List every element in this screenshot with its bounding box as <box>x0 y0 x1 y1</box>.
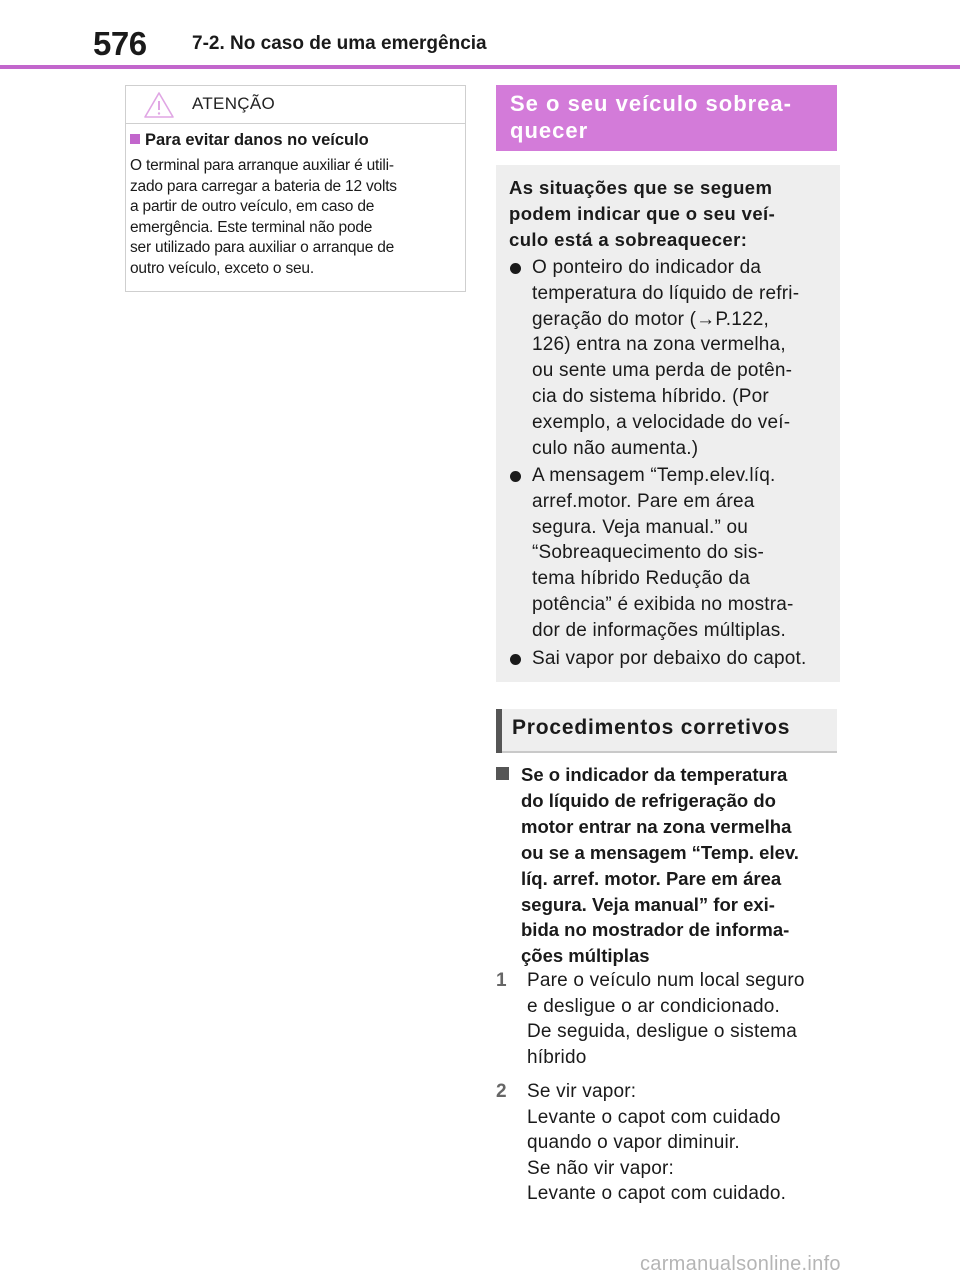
overheat-intro <box>509 175 829 253</box>
step-number: 1 <box>496 970 507 991</box>
header-divider <box>0 65 960 69</box>
banner-line: Se o seu veículo sobrea- <box>510 91 792 116</box>
banner-line: quecer <box>510 118 589 143</box>
bullet-line: 126) entra na zona vermelha, <box>532 334 786 356</box>
bullet-line: tema híbrido Redução da <box>532 568 750 590</box>
step-line: De seguida, desligue o sistema <box>527 1021 798 1042</box>
page-header <box>0 0 960 70</box>
caution-body-line: a partir de outro veículo, em caso de <box>130 198 375 215</box>
intro-line: podem indicar que o seu veí- <box>509 203 776 224</box>
subheading-line: ções múltiplas <box>521 945 650 967</box>
bullet-line: temperatura do líquido de refri- <box>532 282 800 304</box>
step-text <box>527 968 837 1070</box>
subheading-line: segura. Veja manual” for exi- <box>521 893 775 915</box>
procedures-title: Procedimentos corretivos <box>512 716 791 739</box>
step-line: Se vir vapor: <box>527 1081 637 1102</box>
subheading-line: bida no mostrador de informa- <box>521 919 790 941</box>
section-title: 7-2. No caso de uma emergência <box>192 33 487 54</box>
caution-body <box>130 156 462 279</box>
step-line: Se não vir vapor: <box>527 1157 675 1179</box>
caution-title: ATENÇÃO <box>192 94 276 113</box>
watermark: carmanualsonline.info <box>640 1253 841 1275</box>
bullet-line: arref.motor. Pare em área <box>532 490 755 512</box>
step-line: Levante o capot com cuidado <box>527 1106 781 1128</box>
step-line: quando o vapor diminuir. <box>527 1132 740 1153</box>
bullet-dot-icon <box>510 654 521 665</box>
bullet-line: exemplo, a velocidade do veí- <box>532 411 791 433</box>
caution-body-line: ser utilizado para auxiliar o arranque de <box>130 239 395 256</box>
step-line: e desligue o ar condicionado. <box>527 995 780 1017</box>
bullet-line: segura. Veja manual.” ou <box>532 516 749 538</box>
caution-subheading <box>130 130 369 150</box>
overheat-banner-title <box>510 90 792 144</box>
square-bullet-icon <box>130 134 140 144</box>
subheading-text <box>521 762 841 969</box>
bullet-dot-icon <box>510 263 521 274</box>
step-text <box>527 1079 837 1207</box>
bullet-line: “Sobreaquecimento do sis- <box>532 542 765 564</box>
caution-subheading-text: Para evitar danos no veículo <box>145 131 369 149</box>
square-bullet-icon <box>496 767 509 780</box>
intro-line: culo está a sobreaquecer: <box>509 229 748 250</box>
symptom-text <box>532 255 832 461</box>
banner-accent-bar <box>496 709 502 753</box>
step-number: 2 <box>496 1081 507 1102</box>
bullet-line: A mensagem “Temp.elev.líq. <box>532 465 776 486</box>
procedures-banner <box>496 709 837 753</box>
subheading-line: do líquido de refrigeração do <box>521 789 776 811</box>
step-line: Levante o capot com cuidado. <box>527 1183 787 1204</box>
bullet-line: cia do sistema híbrido. (Por <box>532 385 769 407</box>
bullet-dot-icon <box>510 471 521 482</box>
caution-body-line: emergência. Este terminal não pode <box>130 218 373 236</box>
subheading-line: Se o indicador da temperatura <box>521 764 788 785</box>
bullet-line: O ponteiro do indicador da <box>532 257 762 278</box>
symptom-text <box>532 646 832 672</box>
overheat-info-box <box>496 165 840 682</box>
subheading-line: motor entrar na zona vermelha <box>521 815 792 837</box>
caution-header <box>126 86 465 124</box>
subheading-line: líq. arref. motor. Pare em área <box>521 867 782 889</box>
bullet-line: potência” é exibida no mostra- <box>532 593 794 615</box>
bullet-line: Sai vapor por debaixo do capot. <box>532 648 807 669</box>
bullet-line: dor de informações múltiplas. <box>532 619 786 641</box>
bullet-line: ou sente uma perda de potên- <box>532 360 793 382</box>
warning-triangle-icon <box>143 91 175 119</box>
bullet-line: culo não aumenta.) <box>532 437 699 459</box>
page-number: 576 <box>93 25 147 62</box>
symptom-text <box>532 463 832 644</box>
step-line: híbrido <box>527 1046 587 1068</box>
bullet-line: geração do motor (→P.122, <box>532 308 770 330</box>
intro-line: As situações que se seguem <box>509 177 773 198</box>
caution-body-line: zado para carregar a bateria de 12 volts <box>130 177 397 195</box>
overheat-banner <box>496 85 837 151</box>
caution-body-line: O terminal para arranque auxiliar é utili- <box>130 157 394 174</box>
step-line: Pare o veículo num local seguro <box>527 970 805 991</box>
subheading-line: ou se a mensagem “Temp. elev. <box>521 841 799 863</box>
caution-box <box>125 85 466 292</box>
caution-body-line: outro veículo, exceto o seu. <box>130 259 314 277</box>
